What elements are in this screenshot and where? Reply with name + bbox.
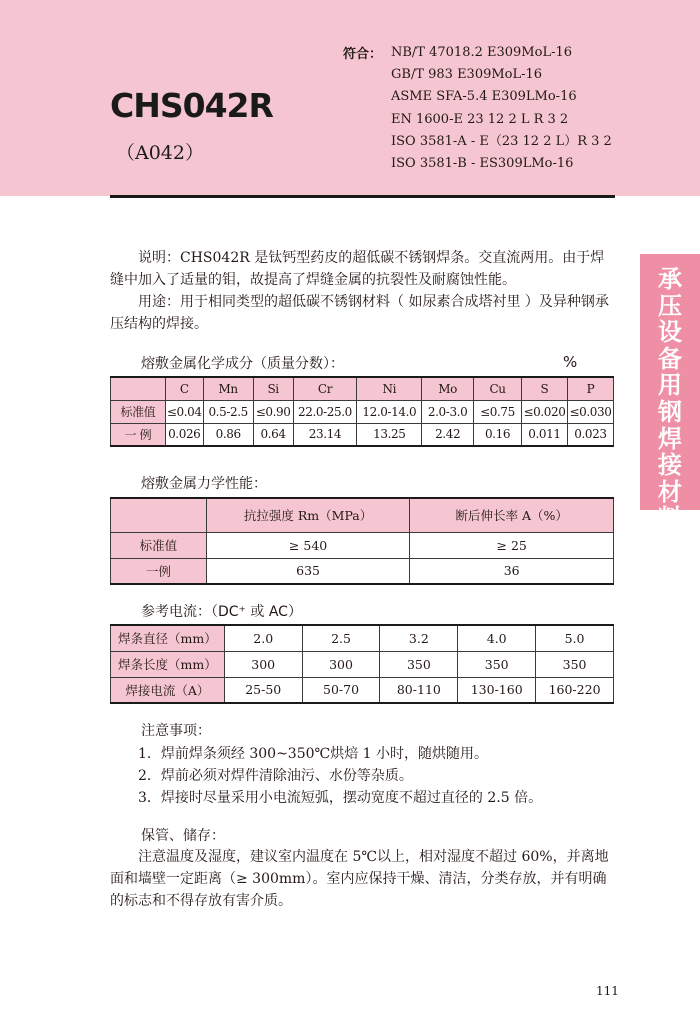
table-cell: ≥ 540: [206, 532, 410, 558]
table-cell: 23.14: [293, 423, 357, 446]
table-cell: ≤0.030: [567, 400, 613, 423]
category-char: 料: [658, 504, 682, 533]
table-cell: 36: [410, 558, 614, 584]
standard-item: ASME SFA-5.4 E309LMo-16: [391, 89, 577, 105]
table-row: [111, 651, 614, 677]
table-row: [111, 400, 614, 423]
notes-title: 注意事项：: [141, 723, 211, 739]
header-cell: Ni: [357, 377, 422, 400]
table-row: [111, 677, 614, 703]
table-cell: 350: [458, 651, 536, 677]
header-cell: P: [567, 377, 613, 400]
header-cell: 抗拉强度 Rm（MPa）: [206, 498, 410, 532]
table-cell: 80-110: [380, 677, 458, 703]
table-cell: ≤0.04: [165, 400, 203, 423]
standards-list: [391, 42, 612, 175]
category-char: 接: [658, 451, 682, 480]
header-cell: S: [521, 377, 567, 400]
table-cell: 25-50: [224, 677, 302, 703]
note-item: 1．焊前焊条须经 300~350℃烘焙 1 小时，随烘随用。: [138, 746, 488, 762]
category-side-tab: [640, 254, 700, 533]
current-title: 参考电流：（DC⁺ 或 AC）: [141, 604, 302, 620]
standard-item: GB/T 983 E309MoL-16: [391, 67, 543, 83]
category-char: 用: [658, 371, 682, 400]
category-char: 焊: [658, 424, 682, 453]
table-cell: 0.64: [253, 423, 293, 446]
table-cell: 12.0-14.0: [357, 400, 422, 423]
category-char: 压: [658, 291, 682, 320]
row-label: 一 例: [111, 423, 166, 446]
table-cell: ≤0.020: [521, 400, 567, 423]
table-cell: 300: [302, 651, 380, 677]
table-cell: 2.0: [224, 625, 302, 651]
standard-item: ISO 3581-A - E（23 12 2 L）R 3 2: [391, 133, 612, 149]
table-cell: 130-160: [458, 677, 536, 703]
chemical-header-row: [111, 377, 614, 400]
table-cell: ≤0.90: [253, 400, 293, 423]
header-cell: Si: [253, 377, 293, 400]
table-row: [111, 625, 614, 651]
note-item: 2．焊前必须对焊件清除油污、水份等杂质。: [138, 768, 413, 784]
table-cell: 5.0: [536, 625, 614, 651]
header-rule: [110, 195, 615, 198]
table-row: [111, 558, 614, 584]
chemical-table: [110, 376, 614, 447]
table-cell: 0.011: [521, 423, 567, 446]
table-row: [111, 532, 614, 558]
standard-item: NB/T 47018.2 E309MoL-16: [391, 45, 573, 60]
header-cell: [111, 498, 207, 532]
row-label: 标准值: [111, 532, 207, 558]
standard-item: ISO 3581-B - ES309LMo-16: [391, 156, 574, 172]
header-cell: 断后伸长率 A（%）: [410, 498, 614, 532]
table-cell: 350: [536, 651, 614, 677]
table-cell: 3.2: [380, 625, 458, 651]
table-cell: 350: [380, 651, 458, 677]
header-cell: [111, 377, 166, 400]
table-row: [111, 423, 614, 446]
standard-item: EN 1600-E 23 12 2 L R 3 2: [391, 111, 569, 127]
table-cell: 22.0-25.0: [293, 400, 357, 423]
category-char: 材: [658, 477, 682, 506]
usage-text: 用于相同类型的超低碳不锈钢材料（ 如尿素合成塔衬里 ）及异种钢承压结构的焊接。: [110, 294, 609, 332]
mechanical-table: [110, 497, 614, 585]
table-cell: ≤0.75: [474, 400, 522, 423]
usage-label: 用途：: [138, 294, 180, 310]
table-cell: 0.5-2.5: [203, 400, 253, 423]
table-cell: 4.0: [458, 625, 536, 651]
table-cell: 160-220: [536, 677, 614, 703]
table-cell: 2.42: [422, 423, 474, 446]
table-cell: 50-70: [302, 677, 380, 703]
note-item: 3．焊接时尽量采用小电流短弧，摆动宽度不超过直径的 2.5 倍。: [138, 790, 543, 806]
table-cell: 0.026: [165, 423, 203, 446]
storage-title: 保管、储存：: [141, 828, 225, 844]
current-table: [110, 624, 614, 704]
description-label: 说明：: [138, 250, 180, 266]
table-cell: 2.5: [302, 625, 380, 651]
table-cell: 2.0-3.0: [422, 400, 474, 423]
row-label: 焊条长度（mm）: [111, 651, 225, 677]
mechanical-header-row: [111, 498, 614, 532]
header-cell: Mn: [203, 377, 253, 400]
row-label: 标准值: [111, 400, 166, 423]
table-cell: 0.86: [203, 423, 253, 446]
row-label: 焊条直径（mm）: [111, 625, 225, 651]
category-label: [640, 266, 700, 532]
table-cell: 13.25: [357, 423, 422, 446]
storage-paragraph: 注意温度及湿度，建议室内温度在 5℃以上，相对湿度不超过 60%，并离地面和墙壁一定距离（≥ 300mm）。室内应保持干燥、清洁，分类存放，并有明确的标志和不得存放有害介质。: [110, 849, 609, 909]
mechanical-title: 熔敷金属力学性能：: [141, 476, 267, 492]
category-char: 承: [658, 265, 682, 293]
page-number: 111: [596, 984, 619, 998]
chemical-title: 熔敷金属化学成分（质量分数）：: [141, 356, 344, 372]
header-cell: Cu: [474, 377, 522, 400]
product-model: CHS042R: [110, 86, 273, 125]
header-cell: Mo: [422, 377, 474, 400]
conform-label: 符合：: [343, 47, 383, 62]
table-cell: ≥ 25: [410, 532, 614, 558]
header-cell: Cr: [293, 377, 357, 400]
table-cell: 635: [206, 558, 410, 584]
category-char: 备: [658, 344, 682, 373]
notes-list: [138, 743, 542, 809]
header-cell: C: [165, 377, 203, 400]
product-grade: （A042）: [116, 142, 204, 164]
description-paragraph: [110, 247, 615, 291]
chemical-unit: %: [563, 353, 578, 371]
table-cell: 0.023: [567, 423, 613, 446]
row-label: 一例: [111, 558, 207, 584]
category-char: 钢: [658, 397, 682, 426]
table-cell: 300: [224, 651, 302, 677]
table-cell: 0.16: [474, 423, 522, 446]
row-label: 焊接电流（A）: [111, 677, 225, 703]
usage-paragraph: [110, 291, 615, 335]
description-text: CHS042R 是钛钙型药皮的超低碳不锈钢焊条。交直流两用。由于焊缝中加入了适量的钼，故提高了焊缝金属的抗裂性及耐腐蚀性能。: [110, 250, 605, 288]
category-char: 设: [658, 318, 682, 347]
